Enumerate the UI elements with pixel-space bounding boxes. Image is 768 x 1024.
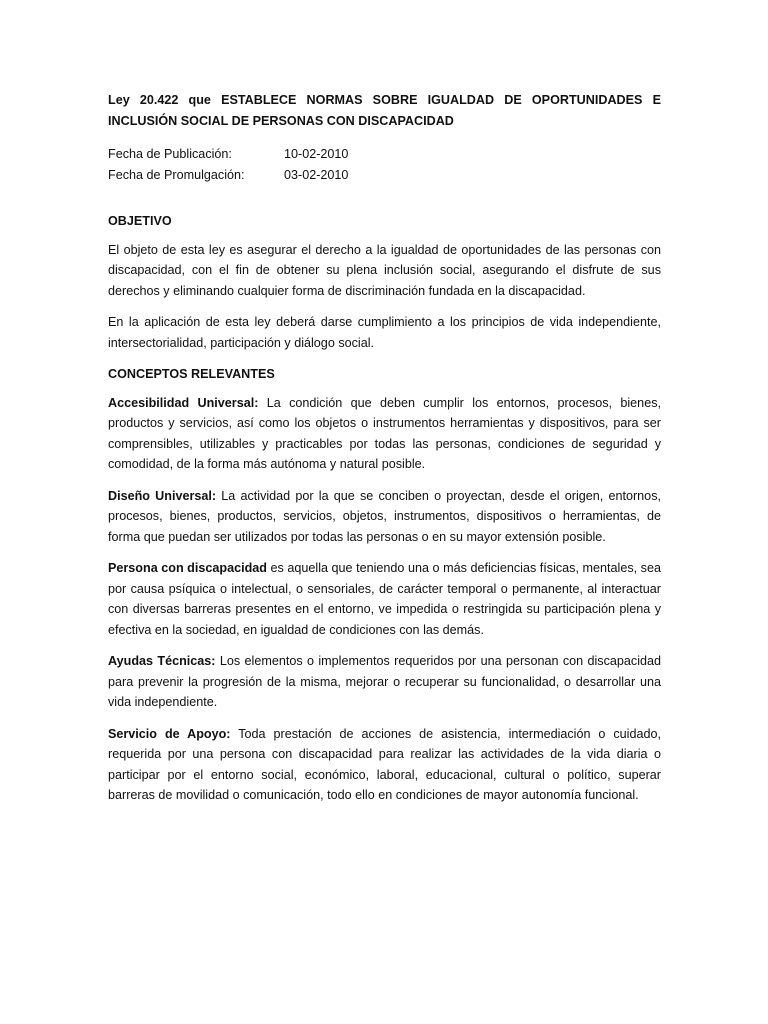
document-title: Ley 20.422 que ESTABLECE NORMAS SOBRE IGUALDAD DE OPORTUNIDADES E INCLUSIÓN SOCIAL DE PERSONAS CON DISCAPACIDAD xyxy=(108,93,661,128)
publication-date-label: Fecha de Publicación: xyxy=(108,147,232,161)
publication-date-row xyxy=(108,144,661,165)
date-block xyxy=(108,144,661,185)
concept-term: Diseño Universal: xyxy=(108,488,217,503)
publication-date-value: 10-02-2010 xyxy=(284,147,349,161)
document-page xyxy=(108,90,661,817)
objective-paragraph: El objeto de esta ley es asegurar el derecho a la igualdad de oportunidades de las personas con discapacidad, con el fin de obtener su plena inclusión social, asegurando el disfrute de sus derechos y eliminando cualquier forma de discriminación fundada en la discapacidad. xyxy=(108,242,661,298)
concept-persona-con-discapacidad xyxy=(108,558,661,640)
promulgation-date-row xyxy=(108,165,661,186)
objective-heading: OBJETIVO xyxy=(108,214,172,228)
concept-servicio-de-apoyo xyxy=(108,724,661,806)
concept-definition: es aquella que teniendo una o más deficiencias físicas, mentales, sea por causa psíquica o intelectual, o sensoriales, de carácter temporal o permanente, al interactuar con diversas barreras presentes en el entorno, ve impedida o restringida su participación plena y efectiva en la sociedad, en igualdad de condiciones con las demás. xyxy=(108,561,661,637)
concept-definition: Los elementos o implementos requeridos por una personan con discapacidad para prevenir la progresión de la misma, mejorar o recuperar su funcionalidad, o desarrollar una vida independiente. xyxy=(108,654,662,709)
concept-accesibilidad-universal xyxy=(108,393,661,475)
promulgation-date-value: 03-02-2010 xyxy=(284,167,349,182)
concept-term: Ayudas Técnicas: xyxy=(108,654,216,668)
concept-definition: Toda prestación de acciones de asistencia, intermediación o cuidado, requerida por una persona con discapacidad para realizar las actividades de la vida diaria o participar por el entorno social, económico, laboral, educacional, cultural o político, superar barreras de movilidad o comunicación, todo ello en condiciones de mayor autonomía funcional. xyxy=(108,726,661,802)
concept-definition: La condición que deben cumplir los entornos, procesos, bienes, productos y servicios, así como los objetos o instrumentos herramientas y dispositivos, para ser comprensibles, utilizables y practicables por todas las personas, condiciones de seguridad y comodidad, de la forma más autónoma y natural posible. xyxy=(108,395,661,471)
concept-term: Servicio de Apoyo: xyxy=(108,726,231,741)
concept-diseno-universal xyxy=(108,486,661,548)
concept-definition: La actividad por la que se conciben o proyectan, desde el origen, entornos, procesos, bienes, productos, servicios, objetos, instrumentos, dispositivos o herramientas, de forma que puedan ser utilizados por todas las personas o en su mayor extensión posible. xyxy=(108,488,661,544)
promulgation-date-label: Fecha de Promulgación: xyxy=(108,167,245,182)
concept-ayudas-tecnicas xyxy=(108,651,661,713)
concepts-heading: CONCEPTOS RELEVANTES xyxy=(108,367,275,381)
principles-paragraph: En la aplicación de esta ley deberá darse cumplimiento a los principios de vida independiente, intersectorialidad, participación y diálogo social. xyxy=(108,315,661,350)
concept-term: Persona con discapacidad xyxy=(108,561,267,575)
concept-term: Accesibilidad Universal: xyxy=(108,395,259,410)
